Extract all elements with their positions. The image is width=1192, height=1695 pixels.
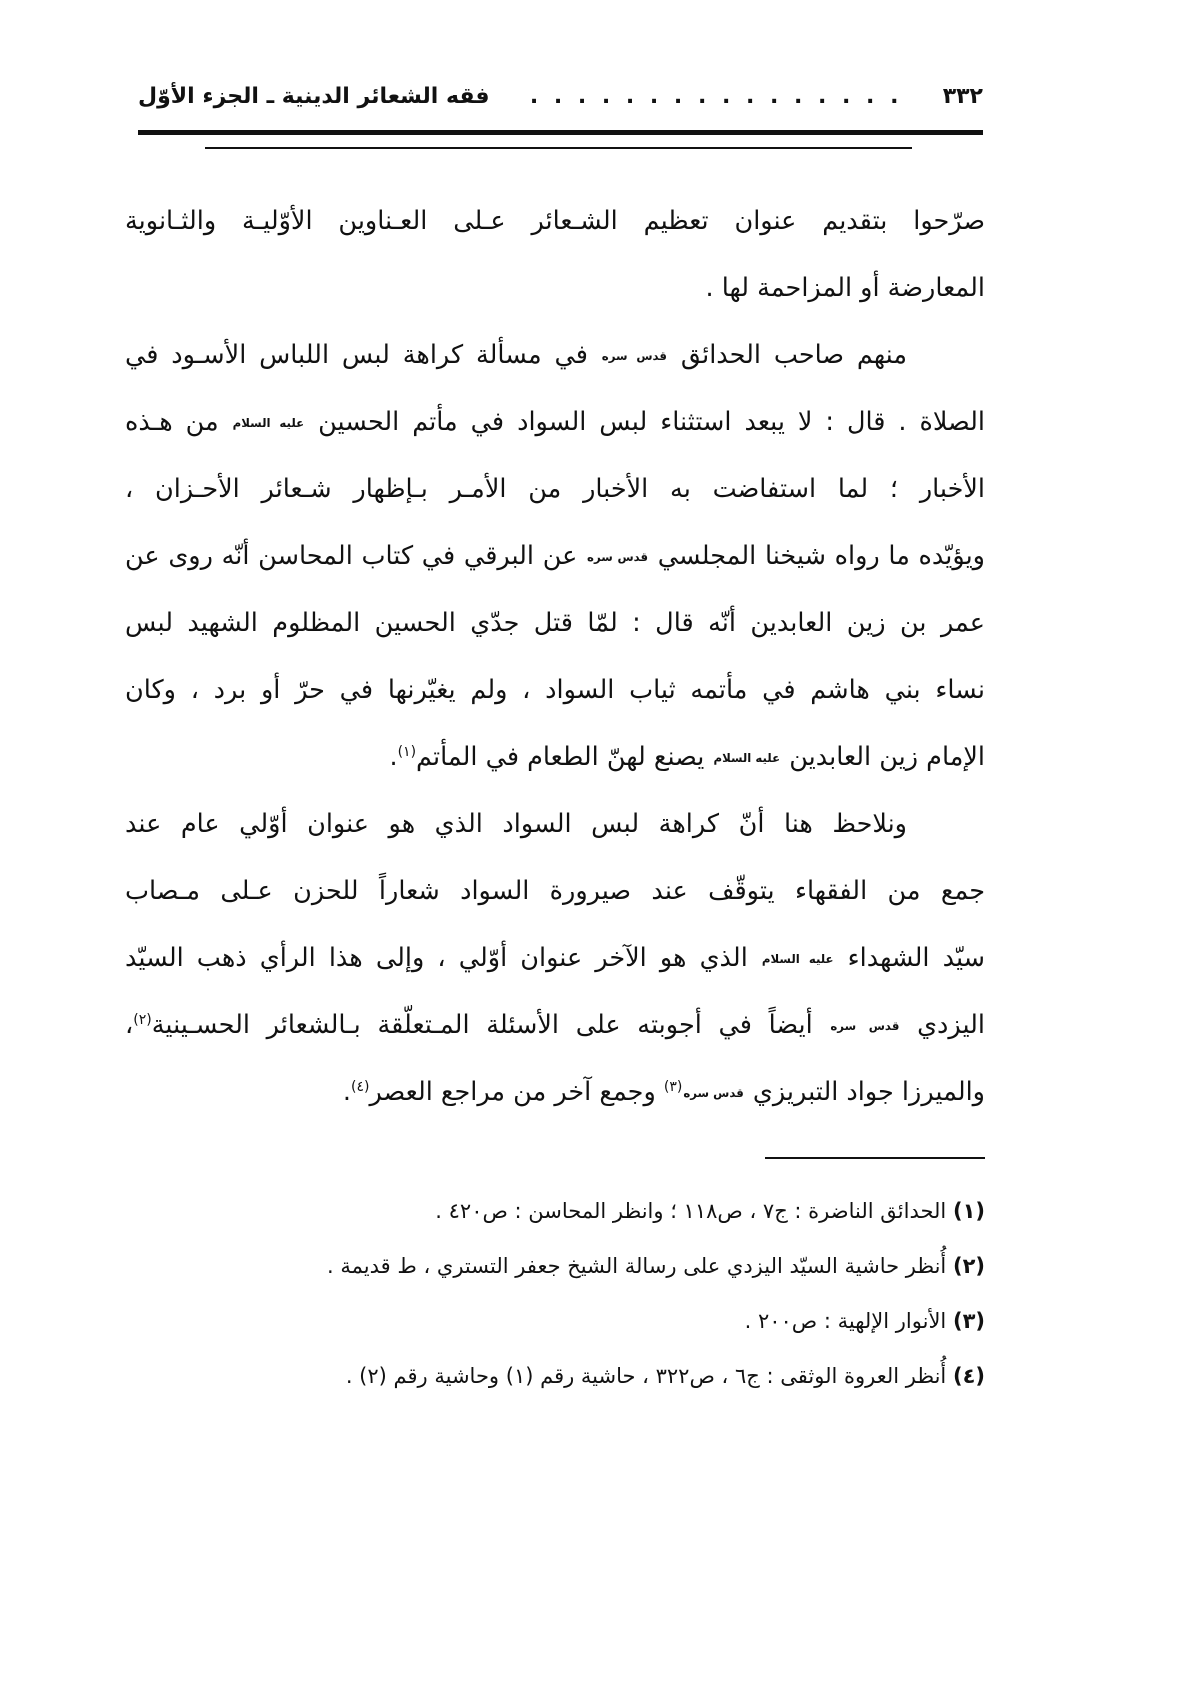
body-text: . (389, 742, 398, 772)
leader-dots: . . . . . . . . . . . . . . . . (529, 84, 903, 109)
body-line (125, 188, 985, 255)
body-line-content (389, 742, 985, 772)
body-text: ونلاحظ هنا أنّ كراهة لبس السواد الذي هو عنوان أوّلي عام عند (125, 809, 907, 839)
body-text: من هـذه (125, 407, 219, 437)
body-line-content (125, 340, 907, 370)
footnote-ref: (٣) (663, 1078, 683, 1095)
body-text: وجمع آخر من مراجع العصر (369, 1077, 656, 1107)
body-text: يصنع لهنّ الطعام في المأتم (416, 742, 705, 772)
body-line-content (125, 675, 985, 705)
body-line (125, 322, 985, 389)
body-text: الإمام زين العابدين (789, 742, 985, 772)
footnote-text: أُنظر حاشية السيّد اليزدي على رسالة الشيخ جعفر التستري ، ط قديمة . (327, 1254, 947, 1278)
body-line-content (125, 1010, 985, 1040)
body-line-content (125, 206, 985, 236)
body-text: ، (125, 1010, 134, 1040)
body-line (125, 590, 985, 657)
header-rule-thin (205, 147, 912, 149)
footnote-text: الحدائق الناضرة : ج٧ ، ص١١٨ ؛ وانظر المحاسن : ص٤٢٠ . (435, 1199, 947, 1223)
footnote (125, 1349, 985, 1404)
body-text: سيّد الشهداء (847, 943, 986, 973)
honorific-mark: قدس سره (683, 1086, 744, 1101)
footnote-number: (١) (952, 1199, 985, 1223)
body-text: الذي هو الآخر عنوان أوّلي ، وإلى هذا الرأي ذهب السيّد (125, 943, 748, 973)
body-text: عن البرقي في كتاب المحاسن أنّه روى عن (125, 541, 578, 571)
body-line-content (343, 1077, 985, 1107)
running-header (138, 75, 983, 119)
footnote-text: أُنظر العروة الوثقى : ج٦ ، ص٣٢٢ ، حاشية رقم (١) وحاشية رقم (٢) . (345, 1364, 947, 1388)
body-text: الصلاة . قال : لا يبعد استثناء لبس السواد في مأتم الحسين (318, 407, 986, 437)
body-line (125, 992, 985, 1059)
body-text: ويؤيّده ما رواه شيخنا المجلسي (657, 541, 985, 571)
body-text: . (342, 1077, 351, 1107)
footnote-number: (٢) (952, 1254, 985, 1278)
body-line (125, 858, 985, 925)
footnote-text: الأنوار الإلهية : ص٢٠٠ . (744, 1309, 947, 1333)
body-line (125, 791, 985, 858)
body-line (125, 255, 985, 322)
body-text: اليزدي (917, 1010, 985, 1040)
body-line-content (125, 876, 985, 906)
body-text: عمر بن زين العابدين أنّه قال : لمّا قتل جدّي الحسين المظلوم الشهيد لبس (125, 608, 985, 638)
body-line-content (125, 541, 985, 571)
running-title: فقه الشعائر الدينية ـ الجزء الأوّل (138, 84, 490, 109)
honorific-mark: قدس سره (601, 349, 667, 364)
body-line-content (125, 474, 985, 504)
body-line-content (125, 608, 985, 638)
footnote-separator (765, 1157, 985, 1159)
body-line-content (706, 273, 985, 303)
body-text: منهم صاحب الحدائق (680, 340, 907, 370)
body-line-content (125, 809, 907, 839)
header-rule-thick (138, 130, 983, 135)
honorific-mark: قدس سره (587, 550, 649, 565)
footnote (125, 1239, 985, 1294)
footnote-number: (٤) (952, 1364, 985, 1388)
body-line (125, 925, 985, 992)
main-text (125, 188, 985, 1126)
body-line-content (125, 943, 985, 973)
honorific-mark: عليه السلام (232, 416, 305, 431)
body-line (125, 724, 985, 791)
body-line (125, 523, 985, 590)
footnote-ref: (٢) (133, 1011, 152, 1028)
body-text: المعارضة أو المزاحمة لها . (705, 273, 985, 303)
honorific-mark: عليه السلام (761, 952, 834, 967)
honorific-mark: قدس سره (830, 1019, 900, 1034)
footnote-ref: (١) (397, 743, 417, 760)
body-text: نساء بني هاشم في مأتمه ثياب السواد ، ولم يغيّرنها في حرّ أو برد ، وكان (125, 675, 985, 705)
body-line (125, 456, 985, 523)
footnotes (125, 1184, 985, 1404)
body-text: الأخبار ؛ لما استفاضت به الأخبار من الأمـر بـإظهار شـعائر الأحـزان ، (125, 474, 985, 504)
body-text: والميرزا جواد التبريزي (752, 1077, 985, 1107)
page-number: ٣٣٢ (942, 84, 983, 109)
honorific-mark: عليه السلام (713, 751, 781, 766)
body-text: جمع من الفقهاء يتوقّف عند صيرورة السواد شعاراً للحزن عـلى مـصاب (125, 876, 985, 906)
body-text: أيضاً في أجوبته على الأسئلة المـتعلّقة بـالشعائر الحسـينية (151, 1010, 813, 1040)
footnote (125, 1184, 985, 1239)
footnote-number: (٣) (952, 1309, 985, 1333)
body-line-content (125, 407, 985, 437)
body-line (125, 657, 985, 724)
footnote-ref: (٤) (351, 1078, 370, 1095)
body-text: في مسألة كراهة لبس اللباس الأسـود في (125, 340, 588, 370)
body-line (125, 1059, 985, 1126)
footnote (125, 1294, 985, 1349)
body-line (125, 389, 985, 456)
body-text: صرّحوا بتقديم عنوان تعظيم الشـعائر عـلى العـناوين الأوّليـة والثـانوية (125, 206, 985, 236)
